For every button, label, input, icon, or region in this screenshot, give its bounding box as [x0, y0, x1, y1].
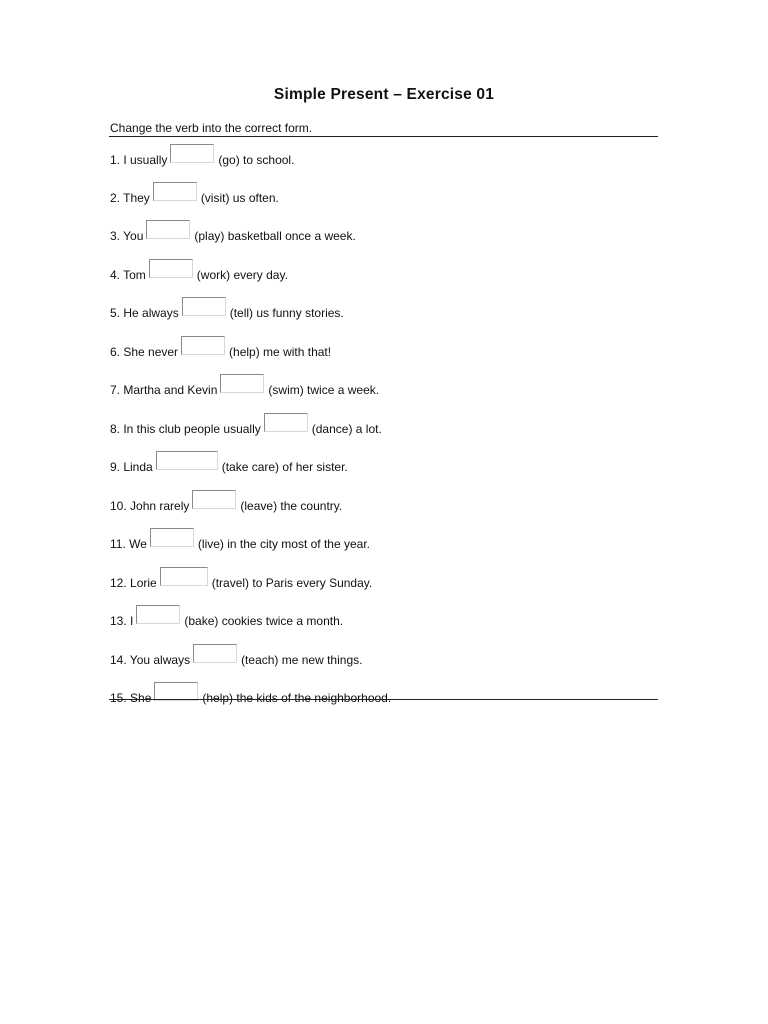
item-prompt: 15. She	[110, 691, 152, 705]
exercise-item-14	[110, 643, 362, 667]
answer-field-6[interactable]	[181, 336, 225, 355]
answer-field-8[interactable]	[264, 413, 308, 432]
item-hint: (help) me with that!	[229, 345, 332, 359]
exercise-item-8	[110, 412, 382, 436]
item-prompt: 2. They	[110, 191, 150, 205]
item-hint: (swim) twice a week.	[268, 383, 380, 397]
item-prompt: 1. I usually	[110, 153, 168, 167]
item-prompt: 12. Lorie	[110, 576, 157, 590]
item-hint: (help) the kids of the neighborhood.	[202, 691, 392, 705]
exercise-item-5	[110, 296, 344, 320]
item-prompt: 8. In this club people usually	[110, 422, 261, 436]
item-prompt: 9. Linda	[110, 460, 153, 474]
item-prompt: 11. We	[110, 537, 147, 551]
item-hint: (go) to school.	[218, 153, 295, 167]
item-hint: (teach) me new things.	[241, 653, 363, 667]
exercise-item-12	[110, 566, 372, 590]
answer-field-10[interactable]	[192, 490, 236, 509]
exercise-item-4	[110, 258, 288, 282]
item-hint: (work) every day.	[196, 268, 288, 282]
answer-field-13[interactable]	[136, 605, 180, 624]
bottom-divider	[109, 699, 658, 700]
item-hint: (leave) the country.	[240, 499, 343, 513]
exercise-item-11	[110, 527, 370, 551]
exercise-item-10	[110, 489, 342, 513]
item-hint: (bake) cookies twice a month.	[184, 614, 344, 628]
item-hint: (take care) of her sister.	[221, 460, 348, 474]
item-prompt: 5. He always	[110, 306, 179, 320]
exercise-item-6	[110, 335, 331, 359]
exercise-item-9	[110, 450, 348, 474]
answer-field-7[interactable]	[220, 374, 264, 393]
item-prompt: 7. Martha and Kevin	[110, 383, 218, 397]
exercise-item-7	[110, 373, 379, 397]
item-prompt: 3. You	[110, 229, 144, 243]
exercise-item-1	[110, 143, 294, 167]
item-hint: (live) in the city most of the year.	[197, 537, 370, 551]
item-prompt: 14. You always	[110, 653, 191, 667]
item-hint: (travel) to Paris every Sunday.	[211, 576, 373, 590]
answer-field-4[interactable]	[149, 259, 193, 278]
item-prompt: 13. I	[110, 614, 134, 628]
item-prompt: 4. Tom	[110, 268, 146, 282]
answer-field-14[interactable]	[193, 644, 237, 663]
exercise-item-15	[110, 681, 391, 705]
answer-field-1[interactable]	[170, 144, 214, 163]
answer-field-5[interactable]	[182, 297, 226, 316]
item-hint: (tell) us funny stories.	[229, 306, 344, 320]
answer-field-3[interactable]	[146, 220, 190, 239]
item-prompt: 6. She never	[110, 345, 179, 359]
item-hint: (play) basketball once a week.	[194, 229, 356, 243]
item-hint: (dance) a lot.	[311, 422, 382, 436]
answer-field-12[interactable]	[160, 567, 208, 586]
answer-field-9[interactable]	[156, 451, 218, 470]
answer-field-11[interactable]	[150, 528, 194, 547]
item-hint: (visit) us often.	[200, 191, 279, 205]
answer-field-2[interactable]	[153, 182, 197, 201]
page-title: Simple Present – Exercise 01	[273, 86, 495, 103]
exercise-item-3	[110, 219, 356, 243]
top-divider	[109, 136, 658, 137]
exercise-item-13	[110, 604, 343, 628]
instruction-text: Change the verb into the correct form.	[110, 121, 313, 135]
exercise-item-2	[110, 181, 279, 205]
item-prompt: 10. John rarely	[110, 499, 190, 513]
